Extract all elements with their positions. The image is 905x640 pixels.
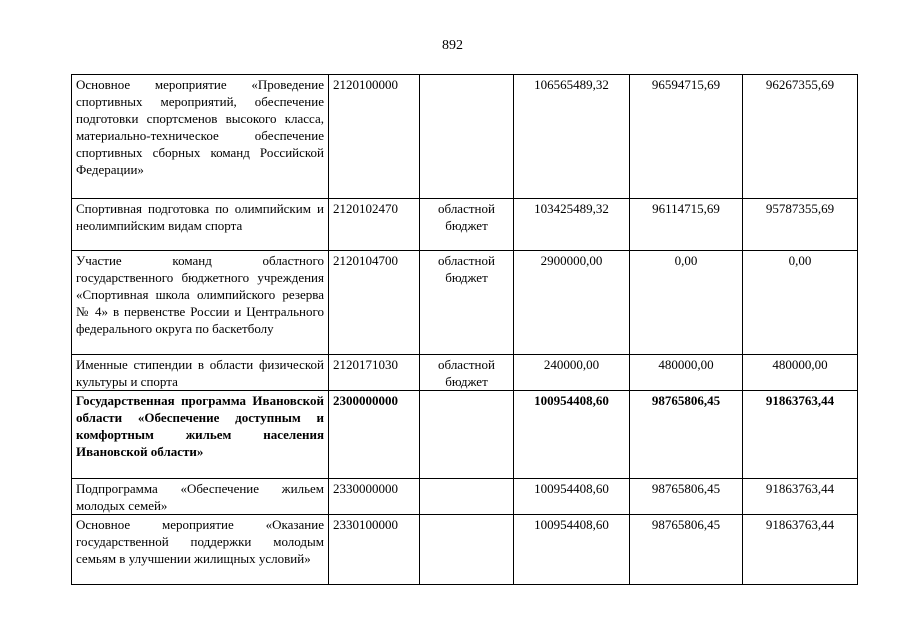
row-name-cell: Основное мероприятие «Оказание государственной поддержки молодым семьям в улучшении жилищных условий»: [72, 515, 329, 585]
row-name-cell: Основное мероприятие «Проведение спортивных мероприятий, обеспечение подготовки спортсменов высокого класса, материально-техническое обеспечение спортивных сборных команд Российской Федерации»: [72, 75, 329, 199]
row-value-3-cell: 480000,00: [743, 355, 858, 391]
row-source-cell: [420, 479, 514, 515]
row-name-cell: Государственная программа Ивановской области «Обеспечение доступным и комфортным жильем населения Ивановской области»: [72, 391, 329, 479]
row-value-2-cell: 98765806,45: [630, 479, 743, 515]
row-source-cell: [420, 391, 514, 479]
row-name-cell: Подпрограмма «Обеспечение жильем молодых семей»: [72, 479, 329, 515]
row-value-1-cell: 103425489,32: [514, 199, 630, 251]
row-code-cell: 2300000000: [329, 391, 420, 479]
row-name-cell: Участие команд областного государственного бюджетного учреждения «Спортивная школа олимпийского резерва № 4» в первенстве России и Центрального федерального округа по баскетболу: [72, 251, 329, 355]
table-row: [72, 479, 858, 515]
row-value-3-cell: 91863763,44: [743, 515, 858, 585]
row-code-cell: 2120100000: [329, 75, 420, 199]
row-value-2-cell: 96114715,69: [630, 199, 743, 251]
row-value-2-cell: 0,00: [630, 251, 743, 355]
row-code-cell: 2120104700: [329, 251, 420, 355]
row-value-2-cell: 480000,00: [630, 355, 743, 391]
row-source-cell: [420, 75, 514, 199]
page-number: 892: [442, 38, 463, 53]
row-value-2-cell: 98765806,45: [630, 391, 743, 479]
row-name-cell: Спортивная подготовка по олимпийским и неолимпийским видам спорта: [72, 199, 329, 251]
row-source-cell: областной бюджет: [420, 199, 514, 251]
row-value-3-cell: 91863763,44: [743, 479, 858, 515]
row-value-1-cell: 2900000,00: [514, 251, 630, 355]
row-value-1-cell: 100954408,60: [514, 515, 630, 585]
table-row: [72, 75, 858, 199]
row-source-cell: областной бюджет: [420, 355, 514, 391]
table-row: [72, 391, 858, 479]
row-value-1-cell: 240000,00: [514, 355, 630, 391]
table-row: [72, 199, 858, 251]
table-row: [72, 355, 858, 391]
row-code-cell: 2330000000: [329, 479, 420, 515]
row-code-cell: 2330100000: [329, 515, 420, 585]
budget-table: [71, 74, 858, 585]
row-value-1-cell: 100954408,60: [514, 479, 630, 515]
row-value-3-cell: 95787355,69: [743, 199, 858, 251]
row-name-cell: Именные стипендии в области физической культуры и спорта: [72, 355, 329, 391]
row-value-3-cell: 91863763,44: [743, 391, 858, 479]
row-source-cell: областной бюджет: [420, 251, 514, 355]
row-value-1-cell: 106565489,32: [514, 75, 630, 199]
table-row: [72, 515, 858, 585]
row-value-3-cell: 0,00: [743, 251, 858, 355]
row-value-3-cell: 96267355,69: [743, 75, 858, 199]
row-value-2-cell: 96594715,69: [630, 75, 743, 199]
row-source-cell: [420, 515, 514, 585]
row-value-1-cell: 100954408,60: [514, 391, 630, 479]
row-code-cell: 2120102470: [329, 199, 420, 251]
table-row: [72, 251, 858, 355]
row-code-cell: 2120171030: [329, 355, 420, 391]
row-value-2-cell: 98765806,45: [630, 515, 743, 585]
